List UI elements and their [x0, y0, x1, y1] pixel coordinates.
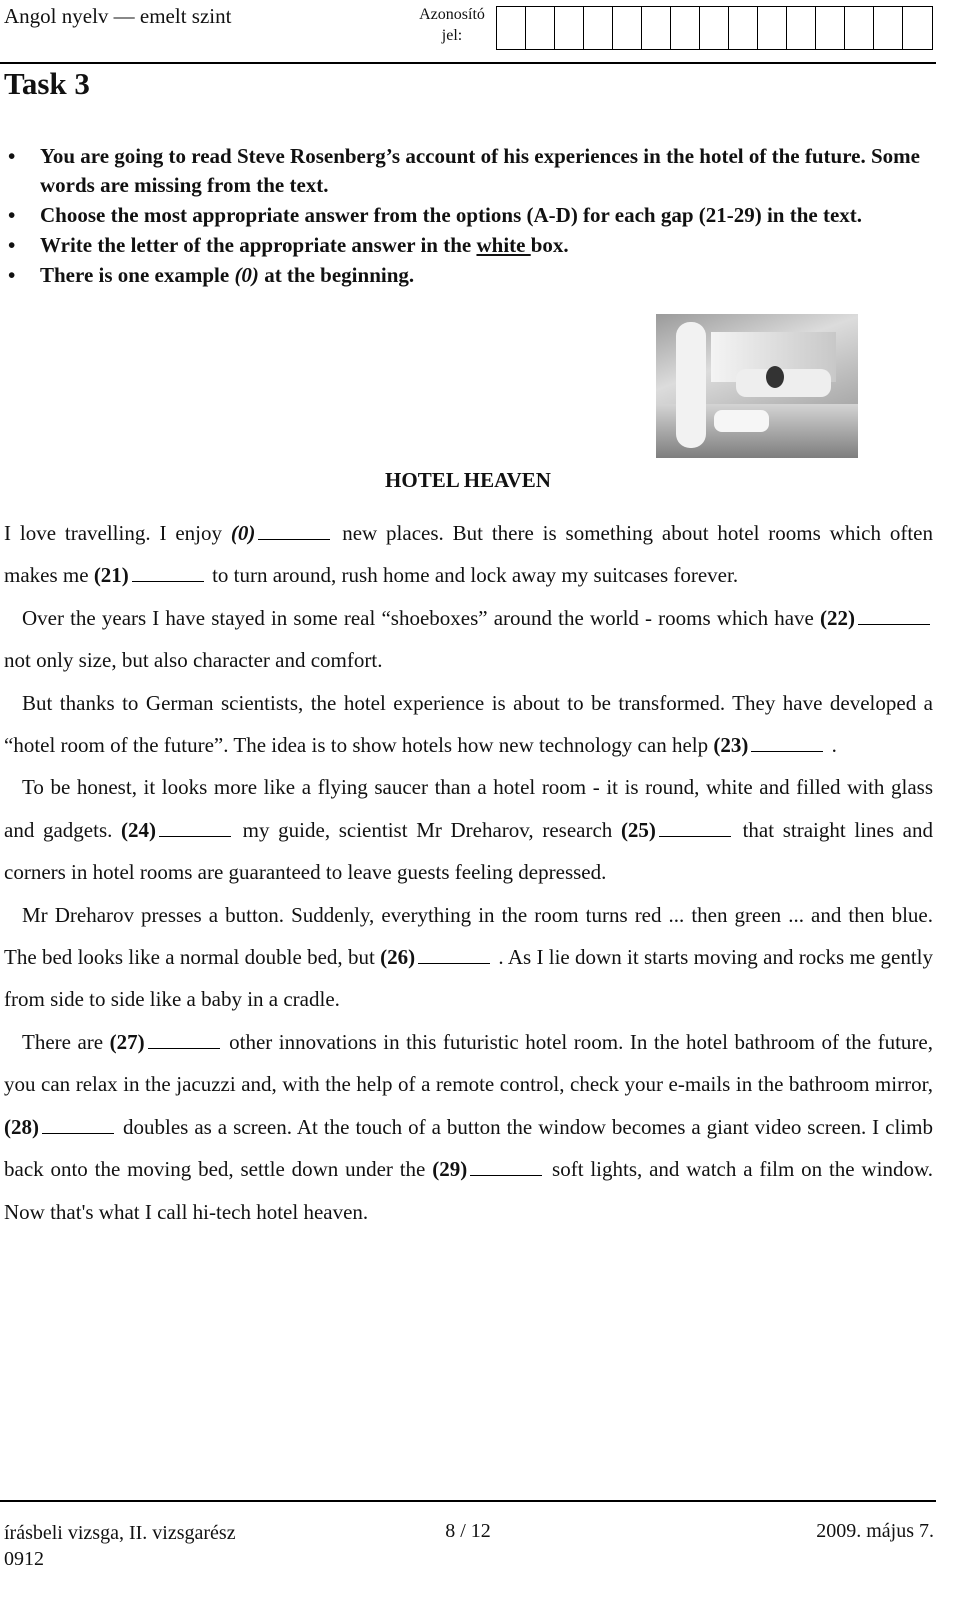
id-code-box[interactable] — [613, 7, 642, 49]
id-code-box[interactable] — [816, 7, 845, 49]
exam-subject: Angol nyelv — emelt szint — [4, 4, 232, 28]
paragraph: Over the years I have stayed in some real “shoeboxes” around the world - rooms which have (22) not only size, but also character and comfort. — [4, 597, 933, 682]
paragraph: But thanks to German scientists, the hotel experience is about to be transformed. They have developed a “hotel room of the future”. The idea is to show hotels how new technology can help (23) . — [4, 690, 933, 758]
id-code-box[interactable] — [555, 7, 584, 49]
id-code-box[interactable] — [584, 7, 613, 49]
instruction-item: • You are going to read Steve Rosenberg’s account of his experiences in the hotel of the future. Some words are missing from the text. — [40, 142, 935, 199]
answer-gap[interactable] — [258, 521, 330, 540]
id-code-box[interactable] — [787, 7, 816, 49]
answer-gap[interactable] — [42, 1115, 114, 1134]
answer-gap[interactable] — [659, 818, 731, 837]
instruction-item: • Write the letter of the appropriate answer in the white box. — [40, 231, 935, 260]
id-label: Azonosító jel: — [419, 6, 485, 44]
page-number: 8 / 12 — [445, 1520, 491, 1542]
gap-label: (0) — [230, 521, 256, 545]
answer-gap[interactable] — [132, 563, 204, 582]
footer-exam-info: írásbeli vizsga, II. vizsgarész 0912 — [4, 1522, 236, 1570]
exam-date: 2009. május 7. — [816, 1520, 934, 1542]
gap-label: (27) — [109, 1029, 145, 1054]
answer-gap[interactable] — [148, 1030, 220, 1049]
answer-gap[interactable] — [470, 1157, 542, 1176]
gap-label: (25) — [620, 817, 656, 842]
id-code-box[interactable] — [526, 7, 555, 49]
instructions-list — [40, 142, 935, 291]
answer-gap[interactable] — [858, 606, 930, 625]
gap-label: (23) — [713, 733, 749, 758]
header-divider — [0, 62, 936, 64]
paragraph: Mr Dreharov presses a button. Suddenly, everything in the room turns red ... then green ... and then blue. The bed looks like a normal double bed, but (26) . As I lie down it starts moving and rocks me gently from side to side like a baby in a cradle. — [4, 902, 933, 1012]
footer-divider — [0, 1500, 936, 1502]
gap-label: (21) — [93, 563, 129, 588]
example-label: (0) — [234, 262, 259, 287]
gap-label: (24) — [121, 817, 157, 842]
id-code-box[interactable] — [758, 7, 787, 49]
task-title: Task 3 — [4, 66, 90, 101]
id-code-box[interactable] — [845, 7, 874, 49]
id-code-box[interactable] — [700, 7, 729, 49]
gap-label: (29) — [432, 1157, 468, 1182]
answer-gap[interactable] — [159, 818, 231, 837]
paragraph: There are (27) other innovations in this futuristic hotel room. In the hotel bathroom of the future, you can relax in the jacuzzi and, with the help of a remote control, check your e-mails in the bathroom mirror, (28) doubles as a screen. At the touch of a button the window becomes a giant video screen. I climb back onto the moving bed, settle down under the (29) soft lights, and watch a film on the window. Now that's what I call hi-tech hotel heaven. — [4, 1029, 933, 1224]
answer-gap[interactable] — [751, 733, 823, 752]
article-title: HOTEL HEAVEN — [385, 468, 551, 492]
id-code-box[interactable] — [729, 7, 758, 49]
gap-label: (22) — [820, 605, 855, 630]
paragraph: I love travelling. I enjoy (0) new places. But there is something about hotel rooms which often makes me (21) to turn around, rush home and lock away my suitcases forever. — [4, 521, 933, 588]
id-code-box[interactable] — [874, 7, 903, 49]
article-body — [4, 512, 933, 1233]
hotel-room-photo — [656, 314, 858, 458]
instruction-item: • There is one example (0) at the beginning. — [40, 261, 935, 290]
instruction-item: • Choose the most appropriate answer from the options (A-D) for each gap (21-29) in the text. — [40, 201, 935, 230]
id-code-box[interactable] — [903, 7, 932, 49]
id-code-box[interactable] — [671, 7, 700, 49]
id-code-box[interactable] — [642, 7, 671, 49]
white-underlined: white — [476, 232, 531, 257]
gap-label: (26) — [380, 945, 416, 970]
id-code-boxes[interactable] — [496, 6, 933, 50]
paragraph: To be honest, it looks more like a flying saucer than a hotel room - it is round, white and filled with glass and gadgets. (24) my guide, scientist Mr Dreharov, research (25) that straight lines and corners in hotel rooms are guaranteed to leave guests feeling depressed. — [4, 775, 933, 885]
answer-gap[interactable] — [418, 945, 490, 964]
id-code-box[interactable] — [497, 7, 526, 49]
gap-label: (28) — [4, 1114, 39, 1139]
